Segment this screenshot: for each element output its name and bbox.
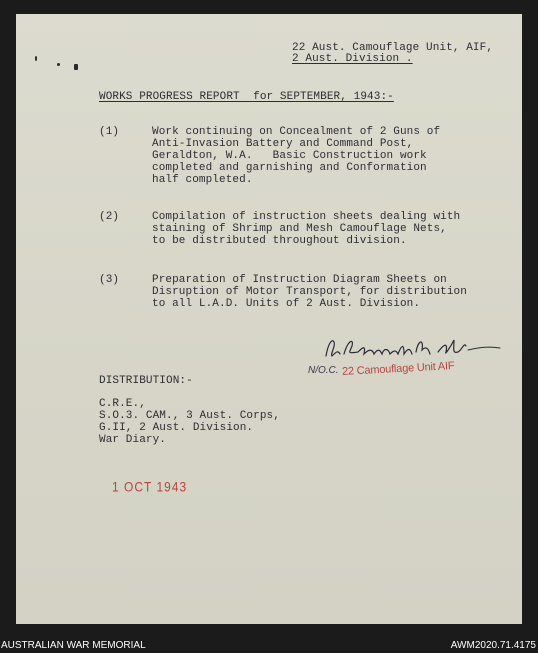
footer-accession-number: AWM2020.71.4175 <box>450 640 536 651</box>
distribution-recipient: C.R.E., <box>99 398 146 410</box>
footer-archive-name: AUSTRALIAN WAR MEMORIAL <box>1 640 146 651</box>
division-header-line: 2 Aust. Division . <box>292 53 413 65</box>
document-page <box>16 14 522 624</box>
item-line: half completed. <box>152 174 253 186</box>
distribution-recipient: S.O.3. CAM., 3 Aust. Corps, <box>99 410 280 422</box>
unit-stamp: 22 Camouflage Unit AIF <box>341 360 455 378</box>
item-line: Compilation of instruction sheets dealing with <box>152 211 461 223</box>
item-number: (3) <box>99 274 120 286</box>
item-line: completed and garnishing and Conformation <box>152 162 427 174</box>
item-line: Geraldton, W.A. Basic Construction work <box>152 150 427 162</box>
signature-block <box>308 330 508 380</box>
item-line: Anti-Invasion Battery and Command Post, <box>152 138 414 150</box>
distribution-recipient: War Diary. <box>99 434 167 446</box>
unit-header-line: 22 Aust. Camouflage Unit, AIF, <box>292 42 494 54</box>
item-line: Disruption of Motor Transport, for distribution <box>152 286 467 298</box>
ink-mark <box>35 56 37 61</box>
date-stamp: 1 OCT 1943 <box>112 478 188 496</box>
report-title: WORKS PROGRESS REPORT for SEPTEMBER, 1943:- <box>99 91 394 103</box>
item-number: (1) <box>99 126 120 138</box>
ink-mark <box>74 64 78 70</box>
item-line: Work continuing on Concealment of 2 Guns of <box>152 126 441 138</box>
stamp-prefix: N/O.C. <box>308 365 339 376</box>
distribution-heading: DISTRIBUTION:- <box>99 375 193 387</box>
item-line: staining of Shrimp and Mesh Camouflage Nets, <box>152 223 447 235</box>
item-line: to be distributed throughout division. <box>152 235 407 247</box>
ink-mark <box>57 63 60 66</box>
item-line: to all L.A.D. Units of 2 Aust. Division. <box>152 298 421 310</box>
item-line: Preparation of Instruction Diagram Sheets on <box>152 274 447 286</box>
item-number: (2) <box>99 211 120 223</box>
distribution-recipient: G.II, 2 Aust. Division. <box>99 422 254 434</box>
